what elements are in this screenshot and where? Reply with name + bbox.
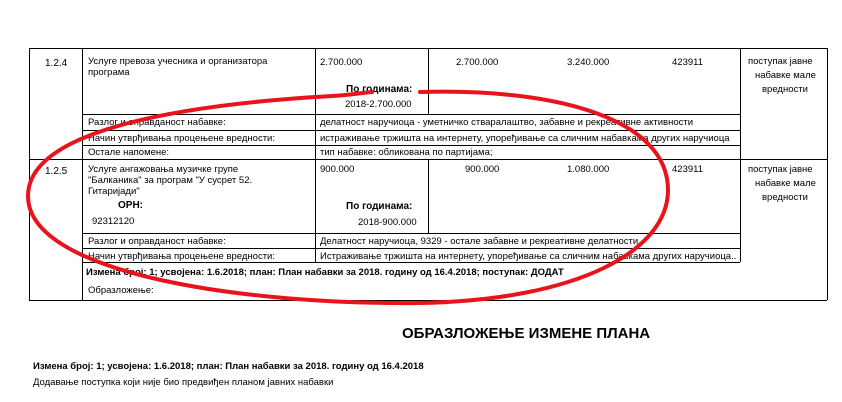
orn-value: 92312120	[92, 216, 135, 227]
detail-value: истраживање тржишта на интернету, упоређивање са сличним набавкама других наручиоца	[320, 133, 730, 144]
procedure-type: набавке мале	[755, 178, 816, 189]
row-description: Услуге ангажовања музичке групе	[88, 164, 239, 175]
row-description: "Балканика" за програм "У сусрет 52.	[88, 175, 253, 186]
row-description: Гитаријади"	[88, 186, 140, 197]
row-description: програма	[88, 67, 130, 78]
by-years-value: 2018-2.700.000	[345, 99, 412, 110]
row-code: 423911	[672, 57, 703, 68]
row-code: 423911	[672, 164, 703, 175]
row-amount: 900.000	[320, 164, 355, 175]
row-number: 1.2.5	[45, 166, 68, 177]
procedure-type: поступак јавне	[748, 56, 813, 67]
procedure-type: поступак јавне	[748, 164, 813, 175]
explanation-label: Образложење:	[88, 285, 154, 296]
by-years-value: 2018-900.000	[358, 217, 417, 228]
detail-value: Истраживање тржишта на интернету, упоређивање са сличним набавкама других наручиоца..	[320, 251, 737, 262]
orn-label: ОРН:	[118, 200, 143, 211]
detail-label: Начин утврђивања процењене вредности:	[88, 251, 275, 262]
row-amount: 2.700.000	[320, 57, 363, 68]
detail-label: Разлог и оправданост набавке:	[88, 117, 226, 128]
detail-label: Остале напомене:	[88, 147, 170, 158]
change-line: Измена број: 1; усвојена: 1.6.2018; план: План набавки за 2018. годину од 16.4.2018; поступак: ДОДАТ	[86, 267, 564, 278]
section-title: ОБРАЗЛОЖЕЊЕ ИЗМЕНЕ ПЛАНА	[402, 325, 651, 342]
detail-label: Начин утврђивања процењене вредности:	[88, 133, 275, 144]
row-value-3: 1.080.000	[567, 164, 610, 175]
footer-explanation: Додавање поступка који није био предвиђен планом јавних набавки	[33, 377, 334, 388]
procedure-type: набавке мале	[755, 70, 816, 81]
row-value-3: 3.240.000	[567, 57, 610, 68]
detail-value: Делатност наручиоца, 9329 - остале забавне и рекреативне делатности	[320, 236, 639, 247]
detail-value: тип набавке: обликована по партијама;	[320, 147, 493, 158]
row-number: 1.2.4	[45, 58, 68, 69]
procedure-type: вредности	[762, 192, 808, 203]
footer-change-line: Измена број: 1; усвојена: 1.6.2018; план: План набавки за 2018. годину од 16.4.2018	[33, 361, 424, 372]
by-years-label: По годинама:	[346, 201, 413, 212]
procedure-type: вредности	[762, 84, 808, 95]
row-value-2: 2.700.000	[456, 57, 499, 68]
row-value-2: 900.000	[465, 164, 500, 175]
row-description: Услуге превоза учесника и организатора	[88, 56, 268, 67]
annotation-ellipse	[28, 92, 668, 303]
by-years-label: По годинама:	[346, 84, 413, 95]
detail-label: Разлог и оправданост набавке:	[88, 236, 226, 247]
detail-value: делатност наручиоца - уметничко стваралаштво, забавне и рекреативне активности	[320, 117, 694, 128]
